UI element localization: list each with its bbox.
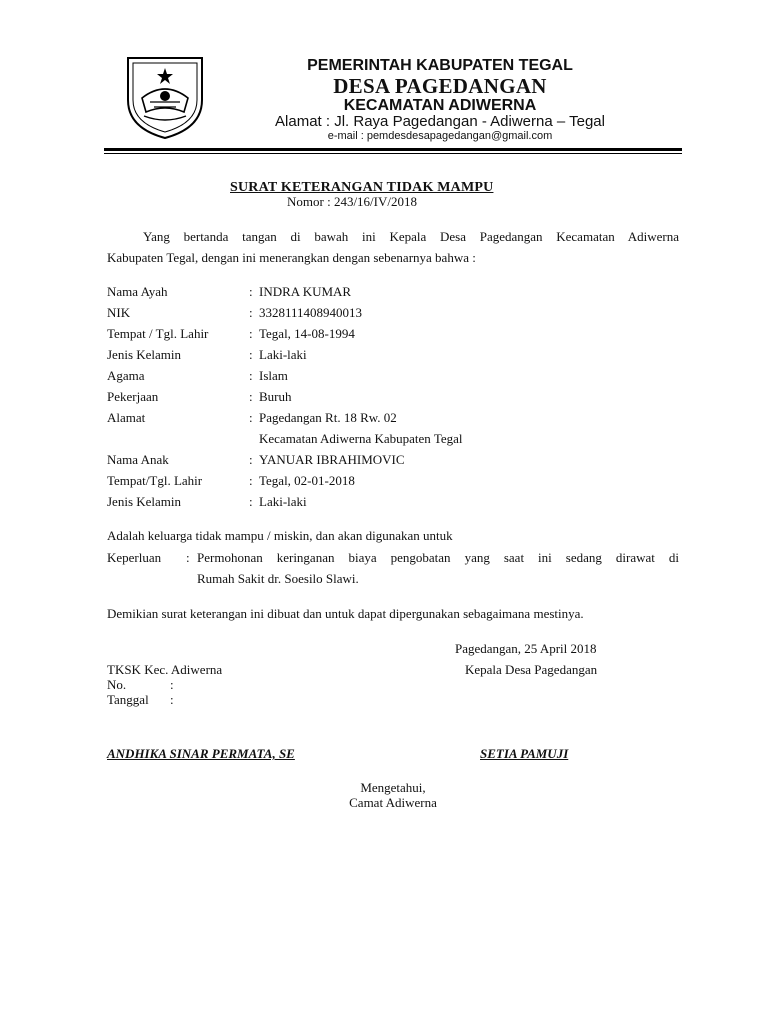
letterhead-email: e-mail : pemdesdesapagedangan@gmail.com xyxy=(327,130,553,142)
detail-label: Pekerjaan xyxy=(107,389,159,404)
detail-label: Tempat / Tgl. Lahir xyxy=(107,326,209,341)
letterhead-district: KECAMATAN ADIWERNA xyxy=(343,97,537,114)
detail-value-continued: Kecamatan Adiwerna Kabupaten Tegal xyxy=(259,431,463,446)
letterhead-divider-thick xyxy=(104,148,682,151)
detail-colon: : xyxy=(249,305,253,320)
detail-colon: : xyxy=(249,494,253,509)
purpose-line-2: Rumah Sakit dr. Soesilo Slawi. xyxy=(197,571,359,586)
statement-text: Adalah keluarga tidak mampu / miskin, dan akan digunakan untuk xyxy=(107,528,453,543)
detail-colon: : xyxy=(249,410,253,425)
left-date-colon: : xyxy=(170,692,174,707)
document-number: Nomor : 243/16/IV/2018 xyxy=(287,194,417,209)
detail-colon: : xyxy=(249,473,253,488)
detail-value: 3328111408940013 xyxy=(259,305,363,320)
detail-colon: : xyxy=(249,389,253,404)
detail-colon: : xyxy=(249,452,253,467)
detail-value: YANUAR IBRAHIMOVIC xyxy=(259,452,405,467)
right-signer-title: Kepala Desa Pagedangan xyxy=(465,662,598,677)
purpose-colon: : xyxy=(186,550,190,565)
letterhead-government: PEMERINTAH KABUPATEN TEGAL xyxy=(307,57,573,74)
letterhead-address: Alamat : Jl. Raya Pagedangan - Adiwerna – Tegal xyxy=(275,113,605,130)
detail-label: Alamat xyxy=(107,410,146,425)
closing-text: Demikian surat keterangan ini dibuat dan untuk dapat dipergunakan sebagaimana mestinya. xyxy=(107,606,584,621)
detail-colon: : xyxy=(249,368,253,383)
left-signer-title: TKSK Kec. Adiwerna xyxy=(107,662,223,677)
left-date-label: Tanggal xyxy=(107,692,149,707)
detail-label: Tempat/Tgl. Lahir xyxy=(107,473,203,488)
acknowledged-by: Camat Adiwerna xyxy=(349,795,437,810)
detail-label: Jenis Kelamin xyxy=(107,494,182,509)
left-no-label: No. xyxy=(107,677,127,692)
intro-line-2: Kabupaten Tegal, dengan ini menerangkan dengan sebenarnya bahwa : xyxy=(107,250,476,265)
purpose-line-1: Permohonan keringanan biaya pengobatan yang saat ini sedang dirawat di xyxy=(197,550,679,565)
left-no-colon: : xyxy=(170,677,174,692)
detail-value: Tegal, 02-01-2018 xyxy=(259,473,355,488)
right-signer-name: SETIA PAMUJI xyxy=(480,746,569,761)
detail-value: Laki-laki xyxy=(259,494,307,509)
detail-colon: : xyxy=(249,326,253,341)
document-title: SURAT KETERANGAN TIDAK MAMPU xyxy=(230,180,494,195)
left-signer-name: ANDHIKA SINAR PERMATA, SE xyxy=(107,746,295,761)
detail-colon: : xyxy=(249,284,253,299)
detail-label: NIK xyxy=(107,305,131,320)
purpose-label: Keperluan xyxy=(107,550,162,565)
detail-value: Tegal, 14-08-1994 xyxy=(259,326,355,341)
detail-value: Buruh xyxy=(259,389,292,404)
detail-label: Nama Ayah xyxy=(107,284,168,299)
detail-value: Laki-laki xyxy=(259,347,307,362)
detail-value: INDRA KUMAR xyxy=(259,284,352,299)
letterhead-divider-thin xyxy=(104,153,682,154)
detail-label: Nama Anak xyxy=(107,452,169,467)
regency-emblem-logo xyxy=(120,50,210,140)
detail-label: Agama xyxy=(107,368,145,383)
detail-value: Pagedangan Rt. 18 Rw. 02 xyxy=(259,410,397,425)
acknowledged-label: Mengetahui, xyxy=(360,780,426,795)
intro-line-1: Yang bertanda tangan di bawah ini Kepala Desa Pagedangan Kecamatan Adiwerna xyxy=(143,229,679,244)
detail-value: Islam xyxy=(259,368,288,383)
intro-paragraph xyxy=(107,226,679,268)
detail-colon: : xyxy=(249,347,253,362)
detail-label: Jenis Kelamin xyxy=(107,347,182,362)
letterhead-village: DESA PAGEDANGAN xyxy=(333,74,547,98)
place-date: Pagedangan, 25 April 2018 xyxy=(455,641,597,656)
